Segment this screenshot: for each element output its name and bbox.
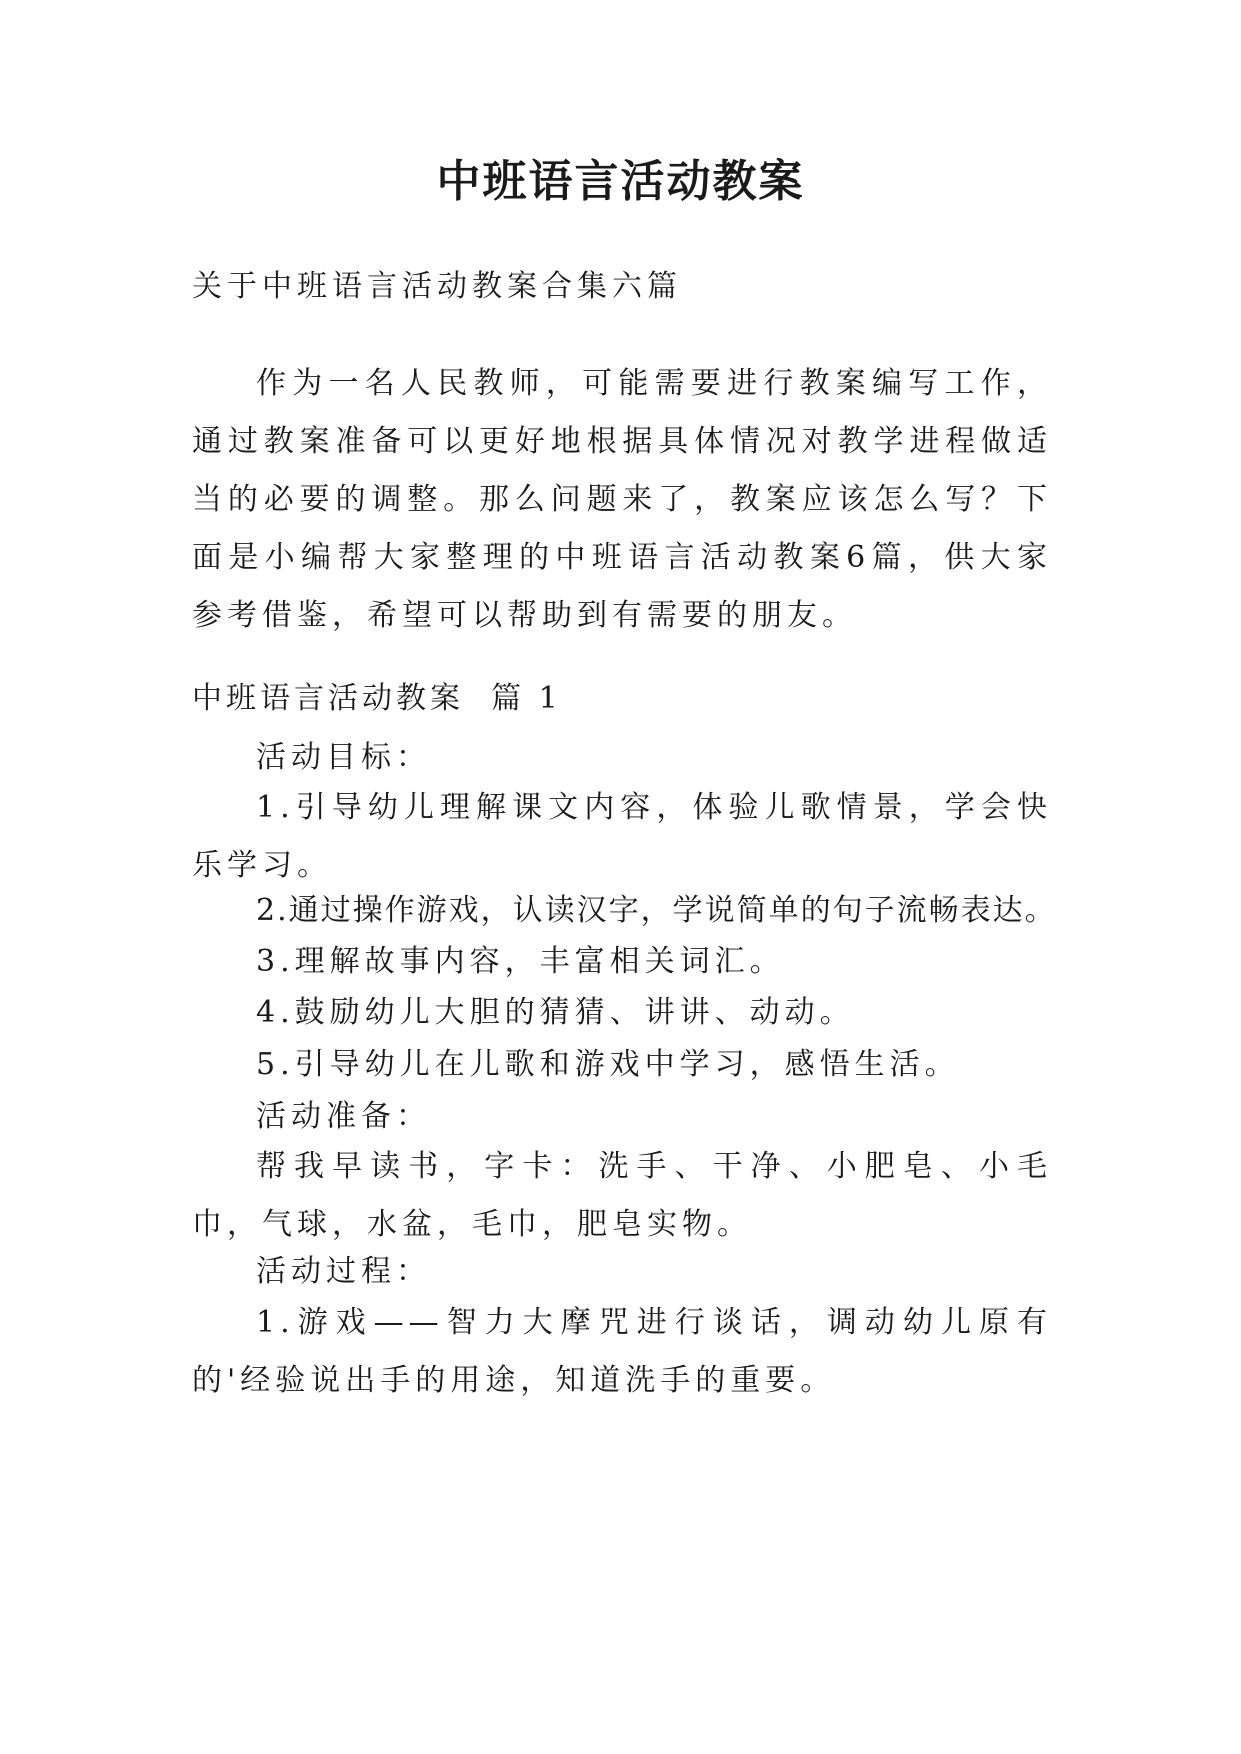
goals-label: 活动目标： xyxy=(256,740,431,775)
prep-paragraph: 帮我早读书，字卡：洗手、干净、小肥皂、小毛巾，气球，水盆，毛巾，肥皂实物。 xyxy=(192,1149,1052,1242)
document-subtitle: 关于中班语言活动教案合集六篇 xyxy=(192,269,682,304)
section-heading: 中班语言活动教案 篇 1 xyxy=(192,681,562,716)
goal-item: 5.引导幼儿在儿歌和游戏中学习，感悟生活。 xyxy=(256,1047,960,1082)
process-item: 1.游戏——智力大摩咒进行谈话，调动幼儿原有的'经验说出手的用途，知道洗手的重要。 xyxy=(192,1305,1052,1398)
intro-paragraph: 作为一名人民教师，可能需要进行教案编写工作，通过教案准备可以更好地根据具体情况对教学进程做适当的必要的调整。那么问题来了，教案应该怎么写？下面是小编帮大家整理的中班语言活动教案6篇，供大家参考借鉴，希望可以帮助到有需要的朋友。 xyxy=(192,366,1052,633)
process-label: 活动过程： xyxy=(256,1254,431,1289)
prep-label: 活动准备： xyxy=(256,1099,431,1134)
document-title: 中班语言活动教案 xyxy=(436,156,805,207)
goal-item: 2.通过操作游戏，认读汉字，学说简单的句子流畅表达。 xyxy=(256,893,1057,928)
goal-item: 4.鼓励幼儿大胆的猜猜、讲讲、动动。 xyxy=(256,995,855,1030)
goal-item: 1.引导幼儿理解课文内容，体验儿歌情景，学会快乐学习。 xyxy=(192,790,1052,883)
goal-item: 3.理解故事内容，丰富相关词汇。 xyxy=(256,944,785,979)
